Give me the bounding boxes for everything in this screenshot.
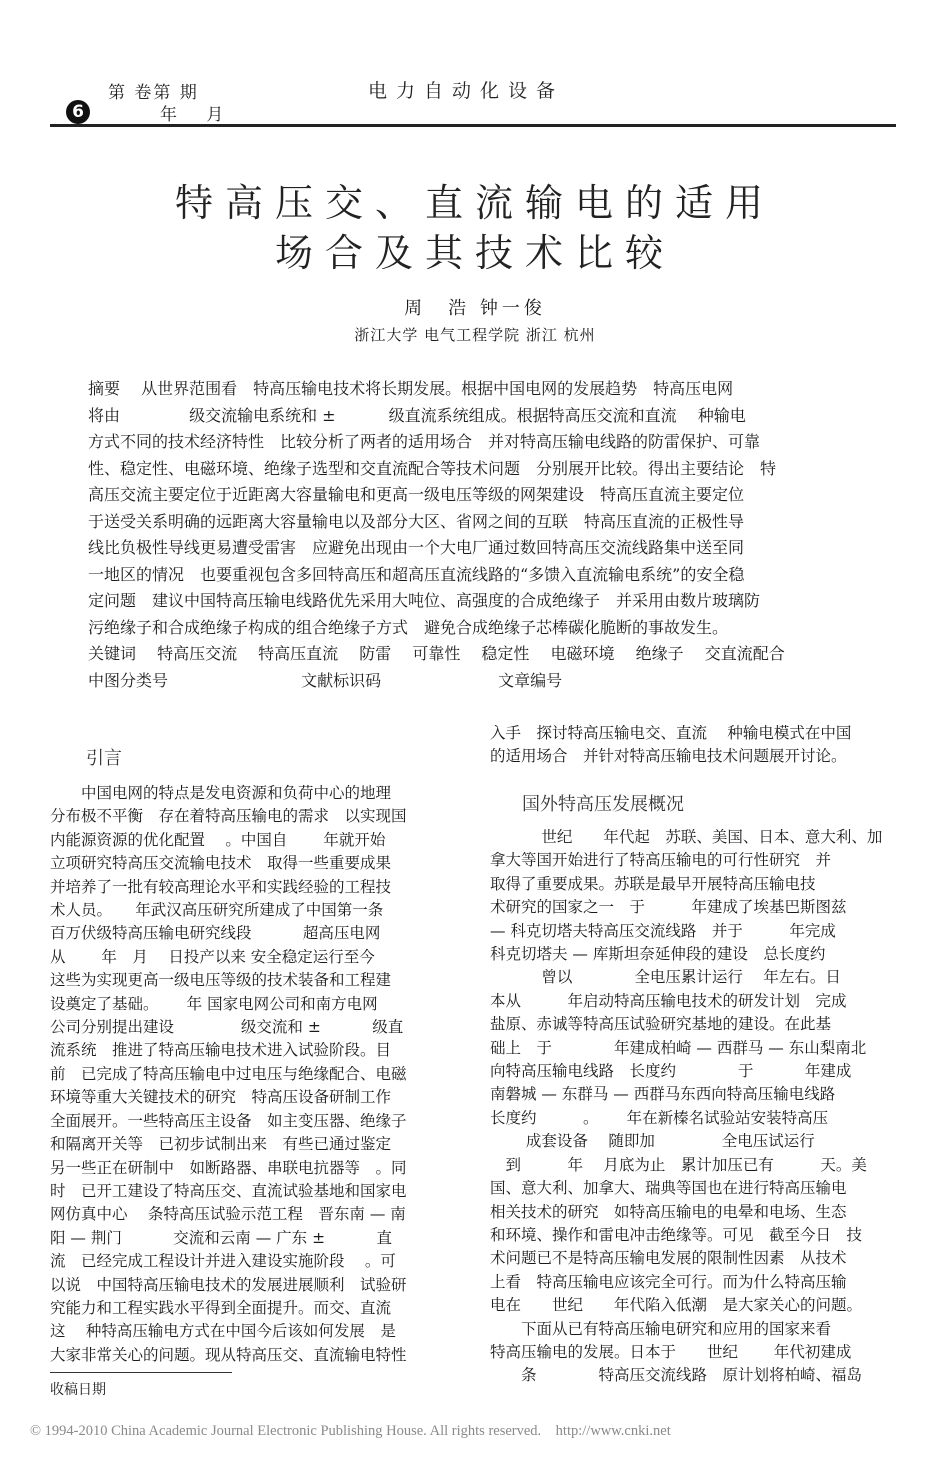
body-line: — 科克切塔夫特高压交流线路 并于 年完成	[490, 921, 836, 940]
body-line: 术问题已不是特高压输电发展的限制性因素 从技术	[490, 1249, 847, 1268]
body-line: 和隔离开关等 已初步试制出来 有些已通过鉴定	[50, 1135, 392, 1154]
abstract-line: 摘要 从世界范围看 特高压输电技术将长期发展。根据中国电网的发展趋势 特高压电网	[88, 379, 734, 398]
body-line: 内能源资源的优化配置 。中国自 年就开始	[50, 830, 386, 849]
body-line: 前 已完成了特高压输电中过电压与绝缘配合、电磁	[50, 1064, 407, 1083]
abstract-line: 性、稳定性、电磁环境、绝缘子选型和交直流配合等技术问题 分别展开比较。得出主要结论 特	[88, 458, 777, 478]
right-column-body	[490, 826, 900, 1388]
body-line: 到 年 月底为止 累计加压已有 天。美	[490, 1155, 867, 1174]
issue-date: 年 月	[160, 105, 236, 125]
body-line: 设奠定了基础。 年 国家电网公司和南方电网	[50, 994, 378, 1013]
body-line: 条 特高压交流线路 原计划将柏崎、福岛	[490, 1366, 863, 1385]
body-line: 另一些正在研制中 如断路器、串联电抗器等 。同	[50, 1158, 407, 1177]
section-heading-intro: 引言	[86, 748, 122, 769]
body-line: 这些为实现更高一级电压等级的技术装备和工程建	[50, 971, 392, 990]
body-line: 和环境、操作和雷电冲击绝缘等。可见 截至今日 技	[490, 1225, 863, 1244]
body-line: 术人员。 年武汉高压研究所建成了中国第一条	[50, 901, 384, 920]
body-line: 术研究的国家之一 于 年建成了埃基巴斯图兹	[490, 898, 847, 917]
body-line: 流系统 推进了特高压输电技术进入试验阶段。目	[50, 1041, 392, 1060]
body-line: 以说 中国特高压输电技术的发展进展顺利 试验研	[50, 1275, 407, 1294]
article-title-line2: 场合及其技术比较	[274, 231, 675, 275]
abstract-line: 定问题 建议中国特高压输电线路优先采用大吨位、高强度的合成绝缘子 并采用由数片玻璃防	[88, 591, 761, 610]
section-heading-overseas: 国外特高压发展概况	[522, 794, 684, 815]
body-line: 这 种特高压输电方式在中国今后该如何发展 是	[50, 1322, 396, 1341]
classification-line: 中图分类号 文献标识码 文章编号	[88, 670, 563, 690]
right-column-intro	[490, 722, 900, 769]
body-line: 中国电网的特点是发电资源和负荷中心的地理	[50, 784, 392, 802]
body-line: 长度约 。 年在新榛名试验站安装特高压	[490, 1108, 829, 1127]
body-line: 向特高压输电线路 长度约 于 年建成	[490, 1062, 852, 1081]
body-line: 国、意大利、加拿大、瑞典等国也在进行特高压输电	[490, 1179, 847, 1198]
body-line: 并培养了一批有较高理论水平和实践经验的工程技	[50, 877, 392, 896]
body-line: 流 已经完成工程设计并进入建设实施阶段 。可	[50, 1252, 396, 1271]
article-authors: 周 浩 钟一俊	[404, 298, 546, 319]
body-line: 全面展开。一些特高压主设备 如主变压器、绝缘子	[50, 1111, 407, 1130]
body-line: 阳 — 荆门 交流和云南 — 广东 ± 直	[50, 1228, 392, 1247]
body-line: 本从 年启动特高压输电技术的研发计划 完成	[490, 991, 847, 1010]
body-line: 百万伏级特高压输电研究线段 超高压电网	[50, 924, 381, 943]
page-number-badge: 6	[66, 100, 90, 124]
body-line: 分布极不平衡 存在着特高压输电的需求 以实现国	[50, 807, 407, 826]
body-line: 究能力和工程实践水平得到全面提升。而交、直流	[50, 1298, 392, 1317]
body-line: 时 已开工建设了特高压交、直流试验基地和国家电	[50, 1181, 407, 1200]
body-line: 曾以 全电压累计运行 年左右。日	[490, 968, 841, 987]
body-line: 科克切塔夫 — 库斯坦奈延伸段的建设 总长度约	[490, 945, 826, 964]
body-line: 础上 于 年建成柏崎 — 西群马 — 东山梨南北	[490, 1038, 867, 1057]
body-line: 特高压输电的发展。日本于 世纪 年代初建成	[490, 1342, 852, 1361]
body-line: 立项研究特高压交流输电技术 取得一些重要成果	[50, 854, 392, 873]
body-line: 取得了重要成果。苏联是最早开展特高压输电技	[490, 874, 816, 893]
body-line: 公司分别提出建设 级交流和 ± 级直	[50, 1018, 404, 1037]
body-line: 的适用场合 并针对特高压输电技术问题展开讨论。	[490, 747, 847, 766]
abstract-line: 将由 级交流输电系统和 ± 级直流系统组成。根据特高压交流和直流 种输电	[88, 405, 746, 425]
keywords-line: 关键词 特高压交流 特高压直流 防雷 可靠性 稳定性 电磁环境 绝缘子 交直流配合	[88, 644, 785, 663]
body-line: 网仿真中心 条特高压试验示范工程 晋东南 — 南	[50, 1205, 406, 1224]
abstract-line: 方式不同的技术经济特性 比较分析了两者的适用场合 并对特高压输电线路的防雷保护、可靠	[88, 432, 761, 451]
header-rule	[50, 124, 896, 127]
body-line: 环境等重大关键技术的研究 特高压设备研制工作	[50, 1088, 392, 1107]
article-title-line1: 特高压交、直流输电的适用	[174, 181, 775, 225]
journal-name: 电力自动化设备	[368, 80, 565, 102]
body-line: 相关技术的研究 如特高压输电的电晕和电场、生态	[490, 1202, 847, 1221]
body-line: 上看 特高压输电应该完全可行。而为什么特高压输	[490, 1272, 847, 1291]
body-line: 电在 世纪 年代陷入低潮 是大家关心的问题。	[490, 1296, 863, 1315]
article-affiliation: 浙江大学 电气工程学院 浙江 杭州	[354, 326, 596, 344]
abstract-line: 线比负极性导线更易遭受雷害 应避免出现由一个大电厂通过数回特高压交流线路集中送至同	[88, 538, 745, 557]
footnote-rule	[50, 1372, 232, 1373]
body-line: 下面从已有特高压输电研究和应用的国家来看	[490, 1319, 832, 1338]
issue-info: 第 卷第 期	[108, 83, 199, 103]
left-column-body	[50, 782, 460, 1367]
copyright-footer: © 1994-2010 China Academic Journal Electronic Publishing House. All rights reserved. http://www.cnki.net	[30, 1423, 671, 1439]
abstract	[88, 376, 878, 694]
footnote-received-date: 收稿日期	[50, 1382, 106, 1398]
body-line: 入手 探讨特高压输电交、直流 种输电模式在中国	[490, 724, 852, 742]
body-line: 南磐城 — 东群马 — 西群马东西向特高压输电线路	[490, 1085, 836, 1104]
body-line: 拿大等国开始进行了特高压输电的可行性研究 并	[490, 851, 832, 870]
body-line: 世纪 年代起 苏联、美国、日本、意大利、加	[490, 828, 883, 846]
abstract-line: 一地区的情况 也要重视包含多回特高压和超高压直流线路的“多馈入直流输电系统”的安全稳	[88, 564, 745, 584]
abstract-line: 于送受关系明确的远距离大容量输电以及部分大区、省网之间的互联 特高压直流的正极性导	[88, 511, 745, 531]
body-line: 大家非常关心的问题。现从特高压交、直流输电特性	[50, 1345, 407, 1364]
body-line: 盐原、赤诚等特高压试验研究基地的建设。在此基	[490, 1015, 832, 1034]
body-line: 成套设备 随即加 全电压试运行	[490, 1132, 815, 1151]
abstract-line: 污绝缘子和合成绝缘子构成的组合绝缘子方式 避免合成绝缘子芯棒碳化脆断的事故发生。	[88, 617, 729, 637]
body-line: 从 年 月 日投产以来 安全稳定运行至今	[50, 947, 375, 966]
abstract-line: 高压交流主要定位于近距离大容量输电和更高一级电压等级的网架建设 特高压直流主要定位	[88, 485, 745, 504]
